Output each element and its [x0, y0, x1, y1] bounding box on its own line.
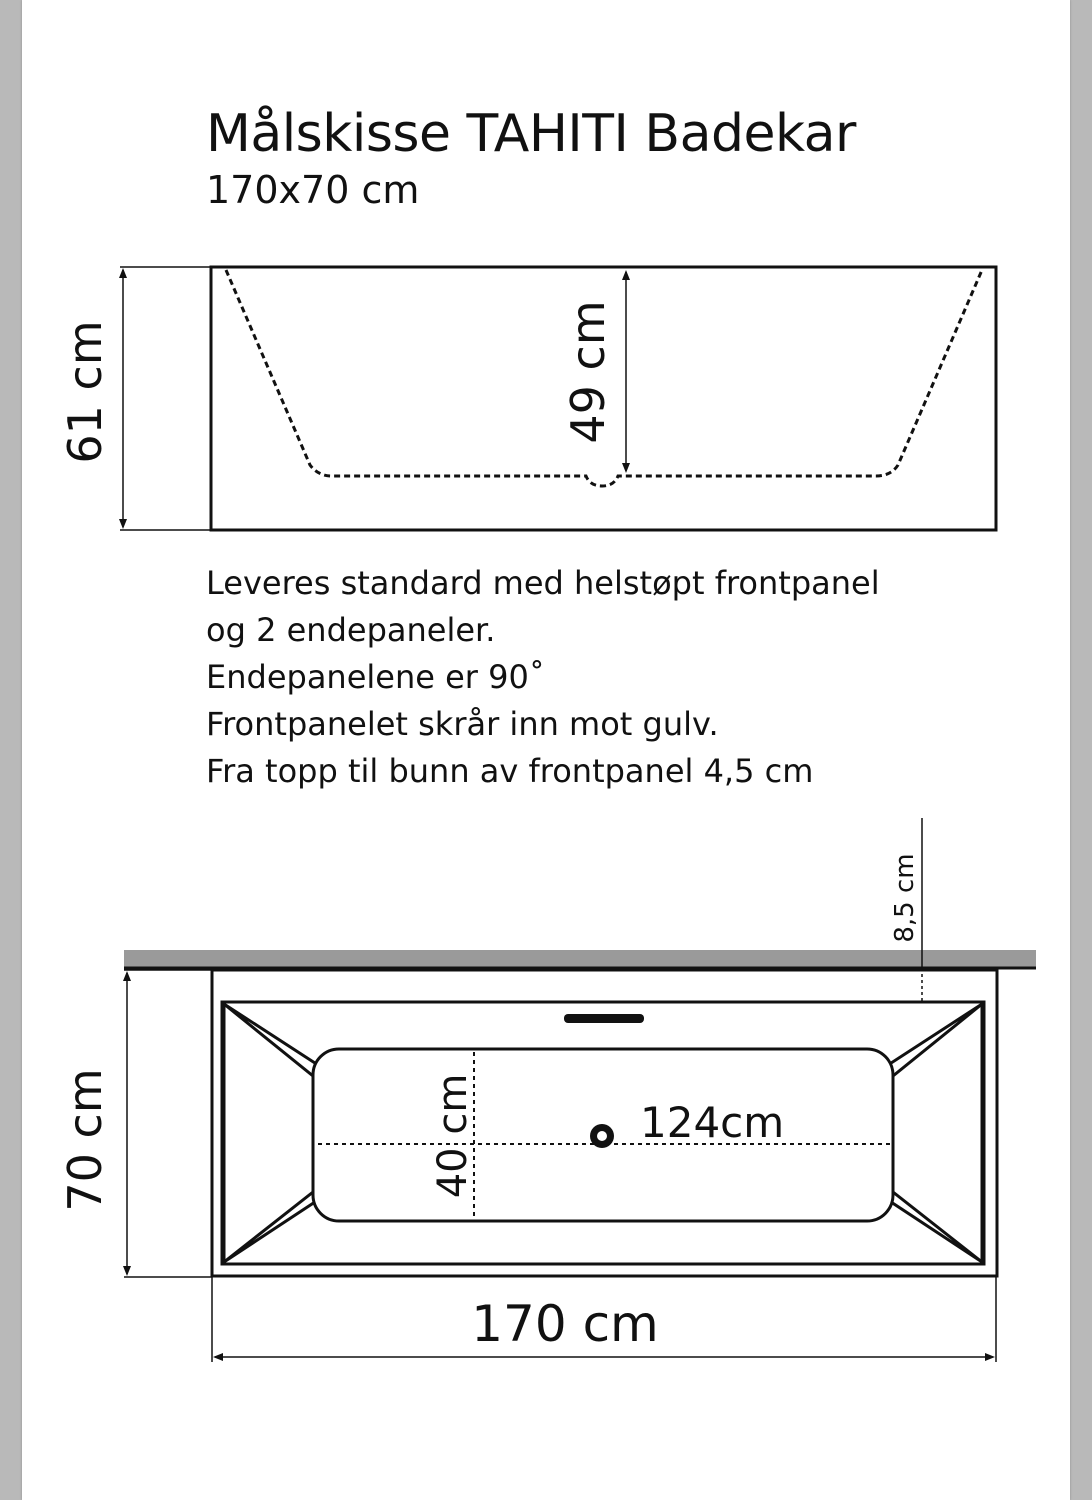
side-height-label: 61 cm — [58, 320, 112, 464]
note-line: Fra topp til bunn av frontpanel 4,5 cm — [206, 752, 814, 790]
overflow-slot — [564, 1014, 644, 1023]
arrow-head — [622, 463, 630, 473]
corner-wedge-left — [224, 1004, 318, 1262]
note-line: Leveres standard med helstøpt frontpanel — [206, 564, 880, 602]
arrow-head — [119, 519, 127, 529]
note-line: og 2 endepaneler. — [206, 611, 496, 649]
corner-wedge-right — [888, 1004, 982, 1262]
side-view — [58, 267, 996, 530]
inner-width-label: 40 cm — [430, 1073, 476, 1199]
inner-depth-label: 49 cm — [561, 300, 615, 444]
page-title: Målskisse TAHITI Badekar — [206, 104, 856, 164]
page-subtitle: 170x70 cm — [206, 168, 420, 212]
note-line: Endepanelene er 90˚ — [206, 658, 545, 696]
wall-band — [124, 950, 1036, 968]
top-width-label: 70 cm — [58, 1068, 112, 1212]
offset-label: 8,5 cm — [890, 853, 920, 943]
arrow-head — [123, 971, 131, 981]
arrow-head — [119, 268, 127, 278]
arrow-head — [213, 1353, 223, 1361]
arrow-head — [985, 1353, 995, 1361]
arrow-head — [622, 270, 630, 280]
inner-length-label: 124cm — [640, 1098, 785, 1147]
note-line: Frontpanelet skrår inn mot gulv. — [206, 705, 719, 743]
top-view — [58, 818, 1036, 1362]
drain-icon-inner — [597, 1131, 607, 1141]
arrow-head — [123, 1266, 131, 1276]
top-length-label: 170 cm — [471, 1295, 659, 1353]
